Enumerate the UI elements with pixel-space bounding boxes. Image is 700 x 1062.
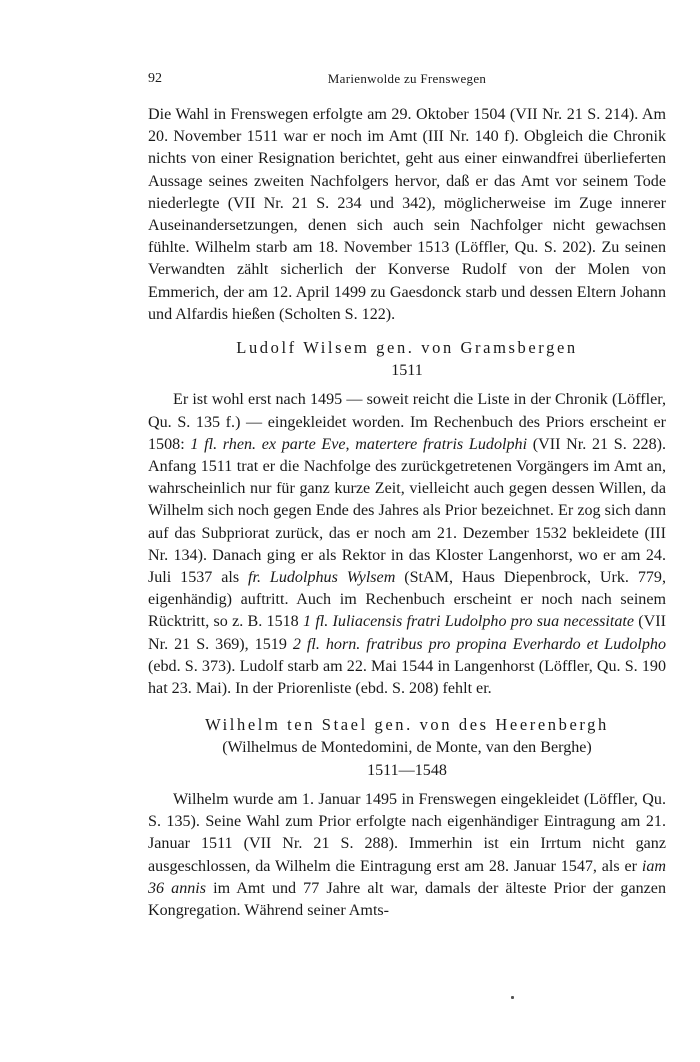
- latin-quote: 1 fl. rhen. ex parte Eve, matertere fratris Ludolphi: [190, 435, 528, 453]
- latin-quote: fr. Ludolphus Wylsem: [248, 569, 396, 587]
- text-run: (ebd. S. 373). Ludolf starb am 22. Mai 1544 in Langenhorst (Löffler, Qu. S. 190 hat 23. Mai). In der Priorenliste (ebd. S. 208) fehlt er.: [148, 657, 666, 698]
- page-number: 92: [148, 71, 162, 86]
- heading-name: Ludolf Wilsem gen. von Gramsbergen: [236, 338, 578, 358]
- running-title: Marienwolde zu Frenswegen: [327, 71, 487, 86]
- paragraph-1: Die Wahl in Frenswegen erfolgte am 29. Oktober 1504 (VII Nr. 21 S. 214). Am 20. November 1511 war er noch im Amt (III Nr. 140 f). Obgleich die Chronik nichts von einer Resignation berichtet, geht aus einer einwandfrei überlieferten Aussage seines zweiten Nachfolgers hervor, daß er das Amt vor seinem Tode niederlegte (VII Nr. 21 S. 234 und 342), möglicherweise im Zuge innerer Auseinandersetzungen, denen sich auch sein Nachfolger nicht gewachsen fühlte. Wilhelm starb am 18. November 1513 (Löffler, Qu. S. 202). Zu seinen Verwandten zählt sicherlich der Konverse Rudolf von der Molen von Emmerich, der am 12. April 1499 zu Gaesdonck starb und dessen Eltern Johann und Alfardis hießen (Scholten S. 122).: [148, 106, 666, 323]
- text-body: [148, 104, 666, 922]
- heading-years: 1511—1548: [367, 761, 447, 779]
- section-heading-ludolf: [148, 337, 666, 382]
- text-run: im Amt und 77 Jahre alt war, damals der älteste Prior der ganzen Kongregation. Während seiner Amts-: [148, 879, 666, 919]
- heading-name: Wilhelm ten Stael gen. von des Heerenbergh: [205, 715, 609, 735]
- latin-quote: 1 fl. Iuliacensis fratri Ludolpho pro sua necessitate: [303, 613, 635, 631]
- running-header: [148, 71, 666, 91]
- text-run: (VII Nr. 21 S. 228). Anfang 1511 trat er die Nachfolge des zurückgetretenen Vorgängers im Amt an, wahrscheinlich nur für ganz kurze Zeit, vielleicht auch gegen dessen Willen, da Wilhelm sich noch gegen Ende des Jahres als Prior bezeichnet. Er zog sich dann auf das Subpriorat zurück, das er noch am 21. Dezember 1532 bekleidete (III Nr. 134). Danach ging er als Rektor in das Kloster Langenhorst, wo er am 24. Juli 1537 als: [148, 435, 666, 587]
- print-speck: [511, 996, 514, 999]
- section-heading-wilhelm: [148, 714, 666, 782]
- paragraph-2: [148, 389, 666, 700]
- latin-quote: 2 fl. horn. fratribus pro propina Everhardo et Ludolpho: [292, 635, 666, 653]
- heading-years: 1511: [391, 362, 423, 380]
- paragraph-3: [148, 789, 666, 922]
- latin-quote: iam 36 annis: [148, 857, 666, 897]
- text-run: (StAM, Haus Diepenbrock, Urk. 779, eigenhändig) auftritt. Auch im Rechenbuch erscheint er noch nach seinem Rücktritt, so z. B. 1518: [148, 569, 666, 631]
- text-run: Wilhelm wurde am 1. Januar 1495 in Frenswegen eingekleidet (Löffler, Qu. S. 135). Seine Wahl zum Prior erfolgte nach eigenhändiger Eintragung am 21. Januar 1511 (VII Nr. 21 S. 288). Immerhin ist ein Irrtum nicht ganz ausgeschlossen, da Wilhelm die Eintragung erst am 28. Januar 1547, als er: [148, 790, 666, 875]
- heading-alternate-names: (Wilhelmus de Montedomini, de Monte, van den Berghe): [222, 739, 592, 757]
- text-run: (VII Nr. 21 S. 369), 1519: [148, 613, 666, 653]
- text-run: Er ist wohl erst nach 1495 — soweit reicht die Liste in der Chronik (Löffler, Qu. S. 135 f.) — eingekleidet worden. Im Rechenbuch des Priors erscheint er 1508:: [148, 391, 666, 453]
